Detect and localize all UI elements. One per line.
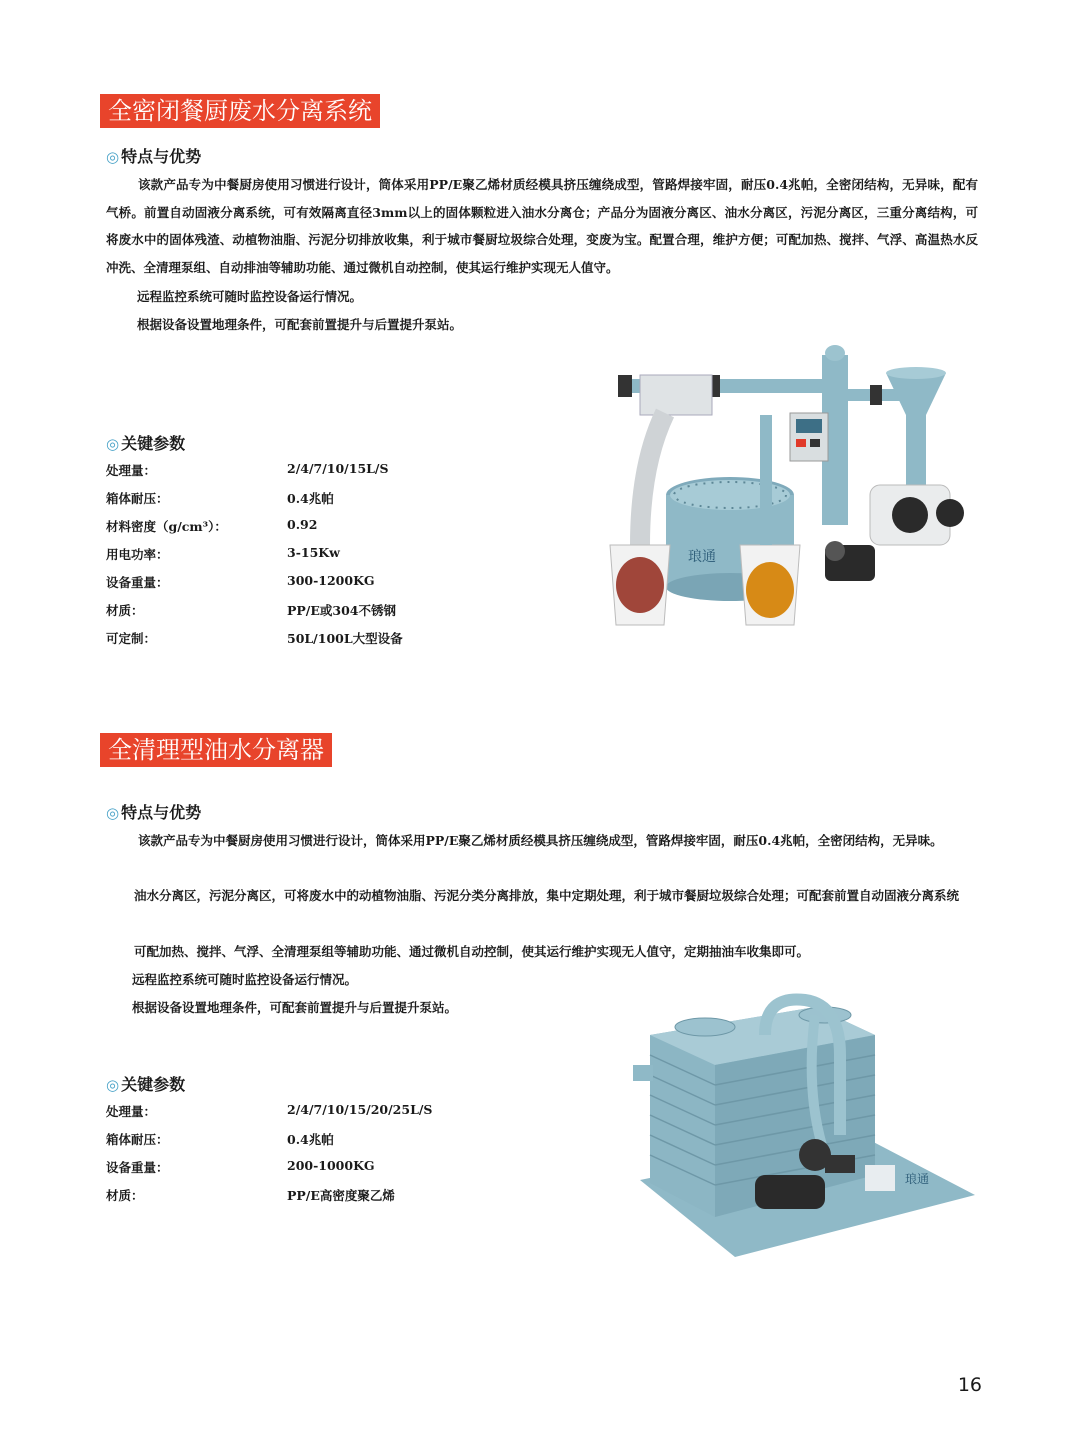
oil-water-separator-illustration <box>625 995 980 1260</box>
section-1-features-heading <box>106 144 201 167</box>
bullet-circle-icon: ◎ <box>106 148 120 166</box>
params-heading-text: 关键参数 <box>121 1075 186 1094</box>
param-value: PP/E或304不锈钢 <box>287 603 396 618</box>
section-1-feature-remote: 远程监控系统可随时监控设备运行情况。 <box>137 289 363 304</box>
section-2-feature-paragraph-2: 油水分离区，污泥分离区，可将废水中的动植物油脂、污泥分类分离排放，集中定期处理，利于城市餐厨垃圾综合处理；可配套前置自动固液分离系统 <box>134 888 960 903</box>
param-row <box>106 489 506 509</box>
features-heading-text: 特点与优势 <box>121 803 202 822</box>
param-row <box>106 1130 506 1150</box>
param-label: 材料密度（g/cm³）： <box>106 519 227 534</box>
param-value: 50L/100L大型设备 <box>287 631 403 646</box>
section-1-title: 全密闭餐厨废水分离系统 <box>100 94 380 128</box>
param-label: 箱体耐压： <box>106 1132 169 1147</box>
param-row <box>106 517 506 537</box>
param-row <box>106 461 506 481</box>
param-label: 设备重量： <box>106 1160 169 1175</box>
param-label: 设备重量： <box>106 575 169 590</box>
section-2-feature-paragraph-3: 可配加热、搅拌、气浮、全清理泵组等辅助功能、通过微机自动控制，使其运行维护实现无人值守，定期抽油车收集即可。 <box>134 944 810 959</box>
param-label: 材质： <box>106 603 144 618</box>
param-value: PP/E高密度聚乙烯 <box>287 1188 395 1203</box>
section-1-feature-pump: 根据设备设置地理条件，可配套前置提升与后置提升泵站。 <box>137 317 463 332</box>
features-heading-text: 特点与优势 <box>121 147 202 166</box>
param-value: 2/4/7/10/15L/S <box>287 461 389 476</box>
separation-system-illustration <box>600 335 990 635</box>
bullet-circle-icon: ◎ <box>106 435 120 453</box>
param-label: 处理量： <box>106 1104 157 1119</box>
param-value: 0.4兆帕 <box>287 491 334 506</box>
brand-label: 琅通 <box>905 1172 930 1186</box>
param-label: 材质： <box>106 1188 144 1203</box>
params-heading-text: 关键参数 <box>121 434 186 453</box>
section-1-params-heading <box>106 431 185 454</box>
param-row <box>106 545 506 565</box>
param-value: 0.92 <box>287 517 318 532</box>
param-label: 箱体耐压： <box>106 491 169 506</box>
param-value: 2/4/7/10/15/20/25L/S <box>287 1102 433 1117</box>
param-row <box>106 573 506 593</box>
param-label: 处理量： <box>106 463 157 478</box>
param-row <box>106 629 506 649</box>
bullet-circle-icon: ◎ <box>106 804 120 822</box>
section-2-feature-pump: 根据设备设置地理条件，可配套前置提升与后置提升泵站。 <box>132 1000 458 1015</box>
section-2-params-heading <box>106 1072 185 1095</box>
section-2-feature-remote: 远程监控系统可随时监控设备运行情况。 <box>132 972 358 987</box>
param-row <box>106 1186 506 1206</box>
param-row <box>106 1102 506 1122</box>
param-label: 可定制： <box>106 631 157 646</box>
section-2-features-heading <box>106 800 201 823</box>
section-2-feature-paragraph-1: 该款产品专为中餐厨房使用习惯进行设计，筒体采用PP/E聚乙烯材质经模具挤压缠绕成型，管路焊接牢固，耐压0.4兆帕，全密闭结构，无异味。 <box>138 833 943 848</box>
param-row <box>106 1158 506 1178</box>
param-value: 200-1000KG <box>287 1158 375 1173</box>
param-row <box>106 601 506 621</box>
param-value: 0.4兆帕 <box>287 1132 334 1147</box>
page-number: 16 <box>957 1374 982 1396</box>
param-label: 用电功率： <box>106 547 169 562</box>
section-1-feature-paragraph: 该款产品专为中餐厨房使用习惯进行设计，筒体采用PP/E聚乙烯材质经模具挤压缠绕成型，管路焊接牢固，耐压0.4兆帕，全密闭结构，无异味，配有气桥。前置自动固液分离系统，可有效隔离直径3mm以上的固体颗粒进入油水分离仓；产品分为固液分离区、油水分离区，污泥分离区，三重分离结构，可将废水中的固体残渣、动植物油脂、污泥分切排放收集，利于城市餐厨垃圾综合处理，变废为宝。配置合理，维护方便；可配加热、搅拌、气浮、高温热水反冲洗、全清理泵组、自动排油等辅助功能、通过微机自动控制，使其运行维护实现无人值守。 <box>106 177 978 275</box>
brand-label: 琅通 <box>688 549 716 565</box>
bullet-circle-icon: ◎ <box>106 1076 120 1094</box>
param-value: 300-1200KG <box>287 573 375 588</box>
param-value: 3-15Kw <box>287 545 340 560</box>
section-2-title: 全清理型油水分离器 <box>100 733 332 767</box>
